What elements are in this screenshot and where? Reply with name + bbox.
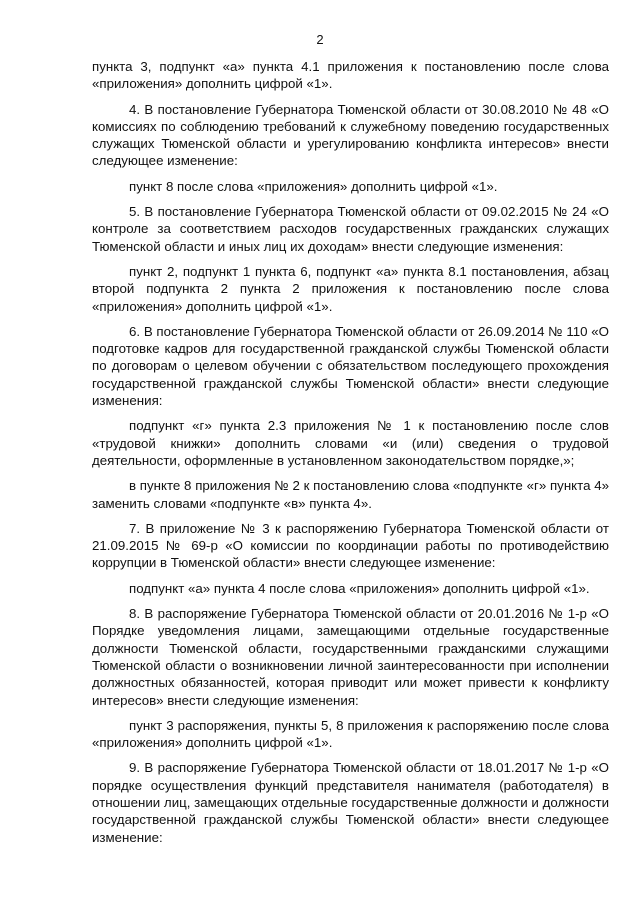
paragraph-item-8: 8. В распоряжение Губернатора Тюменской области от 20.01.2016 № 1-р «О Порядке уведомления лицами, замещающими отдельные государственные должности Тюменской области, государственными гражданскими служащими Тюменской области о возникновении личной заинтересованности при исполнении должностных обязанностей, которая приводит или может привести к конфликту интересов» внести следующие изменения: bbox=[92, 606, 609, 708]
paragraph-item-6-change-2: в пункте 8 приложения № 2 к постановлению слова «подпункте «г» пункта 4» заменить словами «подпункте «в» пункта 4». bbox=[92, 478, 609, 511]
paragraph-item-8-change: пункт 3 распоряжения, пункты 5, 8 приложения к распоряжению после слова «приложения» дополнить цифрой «1». bbox=[92, 717, 609, 751]
page-number: 2 bbox=[316, 32, 324, 47]
paragraph-item-7-change: подпункт «а» пункта 4 после слова «приложения» дополнить цифрой «1». bbox=[129, 580, 590, 596]
paragraph-item-6-change-1: подпункт «г» пункта 2.3 приложения № 1 к постановлению после слов «трудовой книжки» дополнить словами «и (или) сведения о трудовой деятельности, оформленные в установленном законодательством порядке,»; bbox=[92, 418, 609, 468]
document-body bbox=[92, 58, 609, 854]
paragraph-continuation: пункта 3, подпункт «а» пункта 4.1 приложения к постановлению после слова «приложения» дополнить цифрой «1». bbox=[92, 59, 609, 92]
paragraph-item-5: 5. В постановление Губернатора Тюменской области от 09.02.2015 № 24 «О контроле за соответствием расходов государственных гражданских служащих Тюменской области и иных лиц их доходам» внести следующие изменения: bbox=[92, 204, 609, 254]
paragraph-item-6: 6. В постановление Губернатора Тюменской области от 26.09.2014 № 110 «О подготовке кадров для государственной гражданской службы Тюменской области по договорам о целевом обучении с обязательством последующего прохождения государственной гражданской службы Тюменской области» внести следующие изменения: bbox=[92, 323, 609, 409]
paragraph-item-5-change: пункт 2, подпункт 1 пункта 6, подпункт «а» пункта 8.1 постановления, абзац второй подпункта 2 пункта 2 приложения к постановлению после слова «приложения» дополнить цифрой «1». bbox=[92, 263, 609, 314]
paragraph-item-7: 7. В приложение № 3 к распоряжению Губернатора Тюменской области от 21.09.2015 № 69-р «О комиссии по координации работы по противодействию коррупции в Тюменской области» внести следующее изменение: bbox=[92, 520, 609, 571]
paragraph-item-4-change: пункт 8 после слова «приложения» дополнить цифрой «1». bbox=[129, 178, 498, 194]
paragraph-item-4: 4. В постановление Губернатора Тюменской области от 30.08.2010 № 48 «О комиссиях по соблюдению требований к служебному поведению государственных служащих Тюменской области и урегулированию конфликта интересов» внести следующее изменение: bbox=[92, 101, 609, 169]
paragraph-item-9: 9. В распоряжение Губернатора Тюменской области от 18.01.2017 № 1-р «О порядке осуществления функций представителя нанимателя (работодателя) в отношении лиц, замещающих отдельные государственные должности и должности государственной гражданской службы Тюменской области» внести следующее изменение: bbox=[92, 760, 609, 845]
